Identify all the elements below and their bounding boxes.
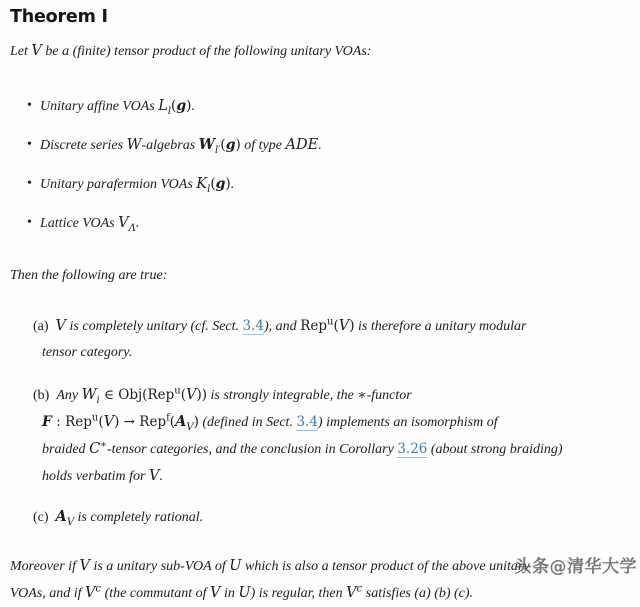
text-run: .: [230, 177, 235, 192]
text-run: Moreover if: [10, 559, 80, 574]
text-run: holds verbatim for: [42, 469, 149, 484]
math-run: ∗: [100, 439, 107, 451]
text-run: of type: [240, 138, 286, 153]
math-run: l: [207, 183, 211, 195]
text-run: Discrete series: [40, 138, 127, 153]
math-run: ): [193, 414, 199, 430]
math-run: ): [235, 137, 241, 153]
text-run: braided: [42, 442, 90, 457]
text-run: ) is regular, then: [250, 586, 347, 601]
item-label: (c): [33, 510, 49, 525]
conclusion-item-a: [10, 313, 630, 366]
text-run: (about strong braiding): [427, 442, 563, 457]
math-run: (: [180, 387, 186, 403]
math-run: V: [148, 468, 160, 484]
math-run: g: [215, 176, 226, 192]
math-run: (: [169, 414, 176, 430]
math-run: ADE: [285, 137, 319, 153]
math-run: Obj(Rep: [118, 387, 175, 403]
text-run: .: [159, 469, 163, 484]
text-run: is therefore a unitary modular: [354, 319, 527, 334]
math-run: ∈: [99, 387, 119, 403]
math-run: u: [91, 412, 99, 424]
math-run: ): [225, 176, 231, 192]
text-run: is completely unitary (cf. Sect.: [66, 319, 243, 334]
text-run: Unitary affine VOAs: [40, 99, 159, 114]
math-run: U: [238, 585, 251, 601]
ref-link-3.4[interactable]: 3.4: [242, 318, 265, 334]
text-run: Any: [56, 388, 82, 403]
ref-link-3.4[interactable]: 3.4: [296, 414, 318, 430]
math-run: Rep: [139, 414, 167, 430]
math-run: V: [55, 318, 67, 334]
math-run: ): [349, 318, 355, 334]
text-run: ), and: [264, 319, 301, 334]
math-run: l: [167, 105, 172, 117]
math-run: V: [186, 421, 194, 433]
math-run: Rep: [65, 414, 92, 430]
math-run: (: [210, 176, 216, 192]
math-run: V: [66, 516, 75, 528]
math-run: u: [326, 316, 334, 328]
math-run: (: [98, 414, 104, 430]
math-run: )): [196, 387, 208, 403]
math-run: V: [338, 318, 350, 334]
math-run: i: [96, 394, 100, 406]
intro-paragraph: [10, 38, 630, 65]
math-run: V: [85, 585, 96, 601]
math-run: U: [229, 558, 242, 574]
theorem-heading: Theorem I: [10, 7, 108, 27]
math-run: (: [171, 98, 177, 114]
text-run: .: [318, 138, 322, 153]
item-label: (b): [33, 388, 50, 403]
math-run: A: [55, 508, 67, 525]
math-run: f: [166, 412, 170, 424]
math-run: A: [175, 413, 187, 430]
text-run: be a (finite) tensor product of the following unitary VOAs:: [41, 44, 372, 59]
text-run: -functor: [366, 388, 412, 403]
math-run: Rep: [300, 318, 327, 334]
text-run: .: [191, 99, 195, 114]
math-run: Λ: [128, 222, 136, 234]
math-run: K: [196, 176, 208, 192]
math-run: g: [225, 137, 236, 153]
text-run: (defined in Sect.: [198, 415, 297, 430]
math-run: V: [210, 585, 221, 601]
math-run: c: [356, 583, 363, 595]
math-run: V: [31, 43, 42, 59]
text-run: Unitary parafermion VOAs: [40, 177, 197, 192]
ref-link-3.26[interactable]: 3.26: [397, 441, 428, 457]
text-run: Then the following are true:: [10, 268, 168, 283]
text-run: -tensor categories, and the conclusion in Corollary: [106, 442, 398, 457]
math-run: W: [81, 387, 97, 403]
math-run: L: [158, 98, 168, 114]
math-run: l′: [214, 144, 221, 156]
text-run: which is also a tensor product of the above unitary: [241, 559, 530, 574]
bullet-item: [10, 93, 630, 120]
math-run: V: [346, 585, 357, 601]
text-run: satisfies (a) (b) (c).: [362, 586, 474, 601]
math-run: V: [103, 414, 115, 430]
math-run: g: [176, 98, 187, 114]
math-run: V: [185, 387, 197, 403]
conclusion-list: [10, 313, 630, 531]
math-run: W: [126, 137, 142, 153]
bullet-item: [10, 210, 630, 237]
math-run: F: [42, 414, 52, 430]
then-paragraph: [10, 263, 630, 289]
math-run: C: [89, 441, 101, 457]
closing-paragraph: [10, 553, 630, 607]
math-run: V: [79, 558, 90, 574]
text-run: is completely rational.: [74, 510, 204, 525]
math-run: ): [114, 414, 120, 430]
text-run: Let: [10, 44, 32, 59]
math-run: c: [95, 583, 102, 595]
text-run: is a unitary sub-VOA of: [89, 559, 230, 574]
math-run: W: [198, 136, 215, 153]
text-run: ) implements an isomorphism of: [317, 415, 498, 430]
math-run: (: [220, 137, 226, 153]
math-run: u: [174, 385, 181, 397]
text-run: .: [135, 216, 140, 231]
text-run: VOAs, and if: [10, 586, 86, 601]
text-run: Lattice VOAs: [40, 216, 119, 231]
conclusion-item-b: [10, 382, 630, 490]
voa-bullet-list: [10, 93, 630, 237]
math-run: V: [118, 215, 129, 231]
text-run: -algebras: [141, 138, 199, 153]
watermark-text: 头条@清华大学: [514, 557, 637, 577]
math-run: :: [51, 414, 66, 430]
text-run: (the commutant of: [101, 586, 210, 601]
text-run: is strongly integrable, the: [207, 388, 358, 403]
conclusion-item-c: [10, 504, 630, 531]
math-run: ∗: [357, 387, 367, 403]
math-run: →: [119, 414, 140, 430]
bullet-item: [10, 171, 630, 198]
text-run: in: [220, 586, 239, 601]
item-label: (a): [33, 319, 49, 334]
math-run: ): [186, 98, 192, 114]
math-run: (: [333, 318, 339, 334]
bullet-item: [10, 132, 630, 159]
text-run: tensor category.: [42, 345, 133, 360]
